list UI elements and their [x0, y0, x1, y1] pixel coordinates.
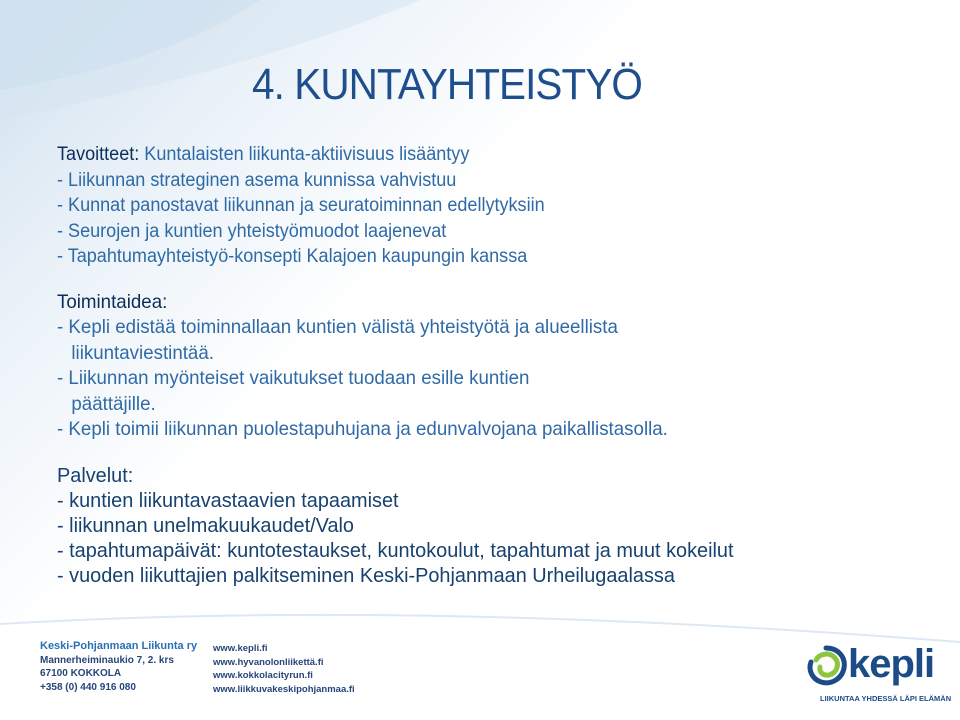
slide-content: [57, 142, 947, 588]
goals-intro: Kuntalaisten liikunta-aktiivisuus lisääntyy: [144, 144, 470, 165]
goals-heading-line: [57, 142, 903, 168]
bullet-line: - tapahtumapäivät: kuntotestaukset, kuntokoulut, tapahtumat ja muut kokeilut: [57, 538, 734, 562]
section-services: [57, 463, 947, 588]
website-links: [213, 642, 355, 696]
website-link[interactable]: www.kokkolacityrun.fi: [213, 670, 313, 681]
postal-code: 67100 KOKKOLA: [40, 668, 122, 679]
bullet-line: - Liikunnan strateginen asema kunnissa vahvistuu: [57, 169, 457, 191]
section-heading: Toimintaidea:: [57, 290, 168, 313]
phone-number: +358 (0) 440 916 080: [40, 681, 136, 693]
logo-wordmark: kepli: [848, 642, 935, 686]
bullet-line: - Tapahtumayhteistyö-konsepti Kalajoen kaupungin kanssa: [57, 246, 528, 267]
section-idea: [57, 290, 947, 443]
bullet-continuation: liikuntaviestintää.: [71, 341, 214, 364]
bullet-line: - vuoden liikuttajien palkitseminen Keski-Pohjanmaan Urheilugaalassa: [57, 563, 675, 587]
bullet-line: - Seurojen ja kuntien yhteistyömuodot laajenevat: [57, 220, 447, 242]
bullet-line: - kuntien liikuntavastaavien tapaamiset: [57, 488, 399, 512]
organization-contact: [40, 640, 197, 694]
bullet-line: - Kunnat panostavat liikunnan ja seuratoiminnan edellytyksiin: [57, 195, 545, 216]
slide-title: 4. KUNTAYHTEISTYÖ: [252, 60, 642, 109]
bullet-continuation: päättäjille.: [71, 392, 156, 415]
kepli-logo: [804, 640, 954, 710]
section-heading: Tavoitteet:: [57, 144, 140, 165]
bullet-line: - Kepli edistää toiminnallaan kuntien välistä yhteistyötä ja alueellista: [57, 316, 618, 338]
kepli-swirl-icon: [804, 644, 848, 688]
website-link[interactable]: www.kepli.fi: [213, 643, 268, 654]
website-link[interactable]: www.liikkuvakeskipohjanmaa.fi: [213, 683, 355, 695]
section-goals: [57, 142, 947, 270]
logo-tagline: LIIKUNTAA YHDESSÄ LÄPI ELÄMÄN: [820, 694, 952, 703]
section-heading: Palvelut:: [57, 463, 134, 487]
address: Mannerheiminaukio 7, 2. krs: [40, 654, 174, 666]
website-link[interactable]: www.hyvanolonliikettä.fi: [213, 656, 324, 668]
bullet-line: - liikunnan unelmakuukaudet/Valo: [57, 513, 355, 537]
organization-name: Keski-Pohjanmaan Liikunta ry: [40, 640, 198, 652]
bullet-line: - Kepli toimii liikunnan puolestapuhujana ja edunvalvojana paikallistasolla.: [57, 418, 668, 440]
footer: [0, 630, 960, 720]
bullet-line: - Liikunnan myönteiset vaikutukset tuodaan esille kuntien: [57, 367, 530, 389]
